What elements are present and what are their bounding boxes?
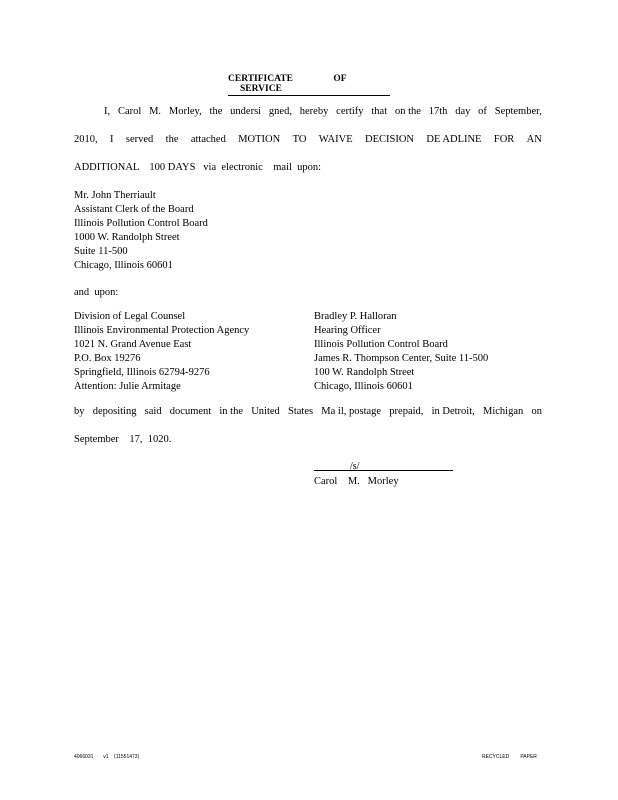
closing-line-1-word: in the xyxy=(219,406,244,417)
recipient-clerk-line: Assistant Clerk of the Board xyxy=(74,204,194,215)
closing-line-1-word: in Detroit, xyxy=(431,406,475,417)
intro-line-1-word: that xyxy=(371,106,388,117)
intro-line-2-word: DE ADLINE xyxy=(426,134,482,145)
intro-line-1-word: hereby xyxy=(299,106,329,117)
and-upon-text: and upon: xyxy=(74,287,119,298)
intro-line-2-word: MOTION xyxy=(238,134,281,145)
closing-line-1-word: prepaid, xyxy=(389,406,424,417)
recipient-iepa-line: Division of Legal Counsel xyxy=(74,311,186,322)
signer-name: Carol M. Morley xyxy=(314,476,399,487)
intro-line-1-word: day xyxy=(455,106,471,117)
intro-line-1-word: 17th xyxy=(428,106,448,117)
intro-line-1-word: I, xyxy=(104,106,111,117)
closing-line-1-word: States xyxy=(288,406,314,417)
recipient-hearing-officer-line: Chicago, Illinois 60601 xyxy=(314,381,413,392)
closing-line-1-word: said xyxy=(144,406,162,417)
recipient-block-iepa xyxy=(74,310,249,394)
intro-line-1-word: on the xyxy=(394,106,421,117)
title-word-1: CERTIFICATE xyxy=(228,74,293,84)
recipient-clerk-line: Mr. John Therriault xyxy=(74,190,156,201)
footer-doc-id: 4066031 v1 (11551473) xyxy=(74,754,140,760)
intro-line-1-word: Carol xyxy=(117,106,142,117)
closing-line-1-word: on xyxy=(531,406,542,417)
recipient-clerk-line: Illinois Pollution Control Board xyxy=(74,218,208,229)
intro-line-1-word: Morley, xyxy=(168,106,202,117)
recipient-block-hearing-officer xyxy=(314,310,488,394)
recipient-iepa-line: Attention: Julie Armitage xyxy=(74,381,181,392)
recipient-iepa-line: 1021 N. Grand Avenue East xyxy=(74,339,192,350)
recipient-clerk-line: Chicago, Illinois 60601 xyxy=(74,260,173,271)
intro-line-1-word: undersi xyxy=(230,106,262,117)
closing-line-2: September 17, 1020. xyxy=(74,434,172,445)
intro-line-1-word: certify xyxy=(336,106,364,117)
recipient-block-clerk xyxy=(74,189,208,273)
intro-line-2-word: FOR xyxy=(493,134,515,145)
recipient-hearing-officer-line: Bradley P. Halloran xyxy=(314,311,397,322)
recipient-clerk-line: Suite 11-500 xyxy=(74,246,128,257)
intro-line-2-word: 2010, xyxy=(74,134,98,145)
recipient-hearing-officer-line: James R. Thompson Center, Suite 11-500 xyxy=(314,353,489,364)
signature-mark: /s/ xyxy=(350,461,360,472)
title-word-3: SERVICE xyxy=(240,84,282,94)
recipient-iepa-line: Illinois Environmental Protection Agency xyxy=(74,325,250,336)
intro-line-2-word: the xyxy=(165,134,179,145)
intro-line-2-word: AN xyxy=(526,134,542,145)
footer-recycled: RECYCLED PAPER xyxy=(482,754,537,760)
document-title xyxy=(228,74,390,96)
intro-line-1-word: M. xyxy=(149,106,162,117)
closing-line-1-word: document xyxy=(169,406,212,417)
intro-line-2-word: I xyxy=(110,134,114,145)
closing-line-1-word: depositing xyxy=(92,406,137,417)
recipient-hearing-officer-line: Illinois Pollution Control Board xyxy=(314,339,448,350)
recipient-iepa-line: P.O. Box 19276 xyxy=(74,353,141,364)
closing-line-1-word: Ma il, postage xyxy=(321,406,382,417)
intro-line-2 xyxy=(74,134,542,145)
recipient-clerk-line: 1000 W. Randolph Street xyxy=(74,232,180,243)
recipient-iepa-line: Springfield, Illinois 62794-9276 xyxy=(74,367,210,378)
closing-line-1-word: by xyxy=(74,406,85,417)
title-word-2: OF xyxy=(333,74,347,84)
intro-line-3: ADDITIONAL 100 DAYS via electronic mail upon: xyxy=(74,162,322,173)
intro-line-1-word: gned, xyxy=(268,106,292,117)
intro-line-1-word: September, xyxy=(494,106,542,117)
intro-line-2-word: served xyxy=(125,134,154,145)
intro-line-2-word: attached xyxy=(190,134,226,145)
intro-line-2-word: TO xyxy=(292,134,307,145)
intro-line-2-word: DECISION xyxy=(364,134,414,145)
closing-line-1 xyxy=(74,406,542,417)
signature-line xyxy=(314,469,453,471)
closing-line-1-word: Michigan xyxy=(482,406,524,417)
intro-line-2-word: WAIVE xyxy=(318,134,353,145)
recipient-hearing-officer-line: 100 W. Randolph Street xyxy=(314,367,415,378)
intro-line-1 xyxy=(104,106,542,117)
closing-line-1-word: United xyxy=(251,406,280,417)
recipient-hearing-officer-line: Hearing Officer xyxy=(314,325,381,336)
intro-line-1-word: of xyxy=(478,106,487,117)
intro-line-1-word: the xyxy=(209,106,223,117)
